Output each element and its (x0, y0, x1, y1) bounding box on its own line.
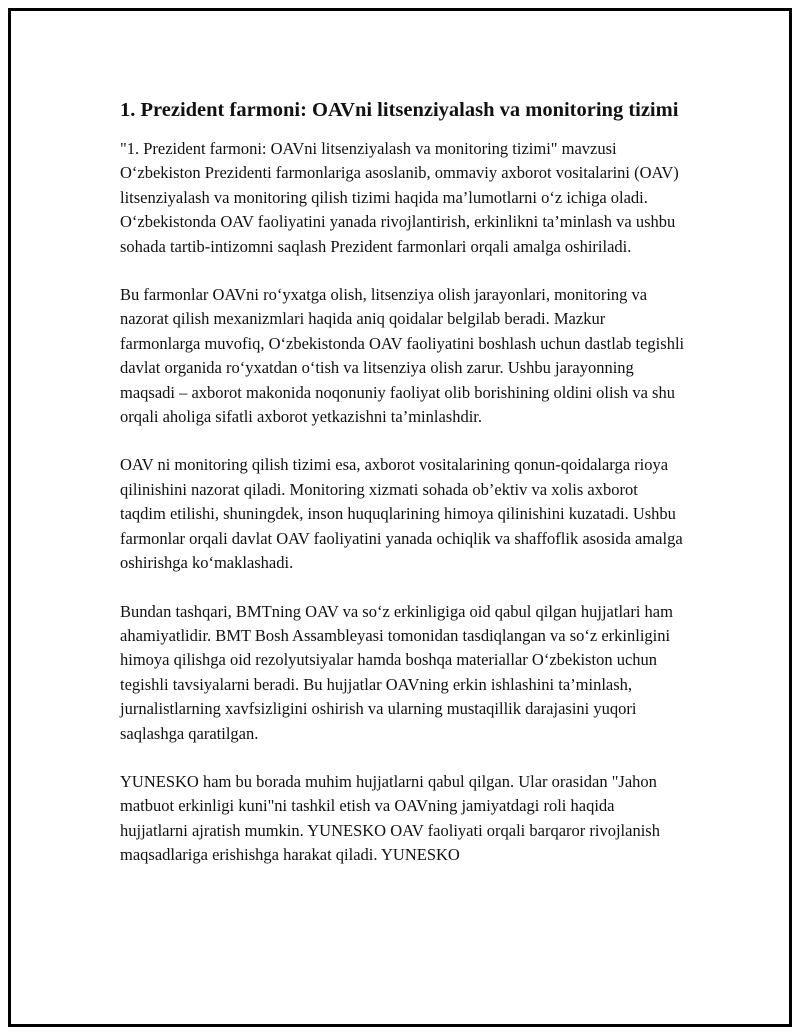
paragraph-monitoring: OAV ni monitoring qilish tizimi esa, axborot vositalarining qonun-qoidalarga rioya qilinishini nazorat qiladi. Monitoring xizmati sohada ob’ektiv va xolis axborot taqdim etilishi, shuningdek, inson huquqlarining himoya qilinishini kuzatadi. Ushbu farmonlar orqali davlat OAV faoliyatini yanada ochiqlik va shaffoflik asosida amalga oshirishga ko‘maklashadi. (120, 455, 683, 573)
paragraph-spacer (120, 429, 686, 453)
paragraph-spacer (120, 259, 686, 283)
document-title: 1. Prezident farmoni: OAVni litsenziyalash va monitoring tizimi (120, 99, 679, 121)
document-content (120, 97, 686, 868)
paragraph-spacer (120, 576, 686, 600)
paragraph-intro: "1. Prezident farmoni: OAVni litsenziyalash va monitoring tizimi" mavzusi O‘zbekiston Prezidenti farmonlariga asoslanib, ommaviy axborot vositalarini (OAV) litsenziyalash va monitoring qilish tizimi haqida ma’lumotlarni o‘z ichiga oladi. O‘zbekistonda OAV faoliyatini yanada rivojlantirish, erkinlikni ta’minlash va ushbu sohada tartib-intizomni saqlash Prezident farmonlari orqali amalga oshiriladi. (120, 139, 679, 256)
title-spacer (120, 123, 686, 137)
page-frame (8, 8, 792, 1027)
paragraph-spacer (120, 746, 686, 770)
paragraph-registration: Bu farmonlar OAVni ro‘yxatga olish, litsenziya olish jarayonlari, monitoring va nazorat qilish mexanizmlari haqida aniq qoidalar belgilab beradi. Mazkur farmonlarga muvofiq, O‘zbekistonda OAV faoliyatini boshlash uchun dastlab tegishli davlat organida ro‘yxatdan o‘tish va litsenziya olish zarur. Ushbu jarayonning maqsadi – axborot makonida noqonuniy faoliyat olib borishining oldini olish va shu orqali aholiga sifatli axborot yetkazishni ta’minlashdir. (120, 285, 685, 427)
paragraph-un-documents: Bundan tashqari, BMTning OAV va so‘z erkinligiga oid qabul qilgan hujjatlari ham ahamiyatlidir. BMT Bosh Assambleyasi tomonidan tasdiqlangan va so‘z erkinligini himoya qilishga oid rezolyutsiyalar hamda boshqa materiallar O‘zbekiston uchun tegishli tavsiyalarni beradi. Bu hujjatlar OAVning erkin ishlashini ta’minlash, jurnalistlarning xavfsizligini oshirish va ularning mustaqillik darajasini yuqori saqlashga qaratilgan. (120, 601, 673, 743)
paragraph-unesco: YUNESKO ham bu borada muhim hujjatlarni qabul qilgan. Ular orasidan "Jahon matbuot erkinligi kuni"ni tashkil etish va OAVning jamiyatdagi roli haqida hujjatlarni ajratish mumkin. YUNESKO OAV faoliyati orqali barqaror rivojlanish maqsadlariga erishishga harakat qiladi. YUNESKO (120, 771, 660, 865)
